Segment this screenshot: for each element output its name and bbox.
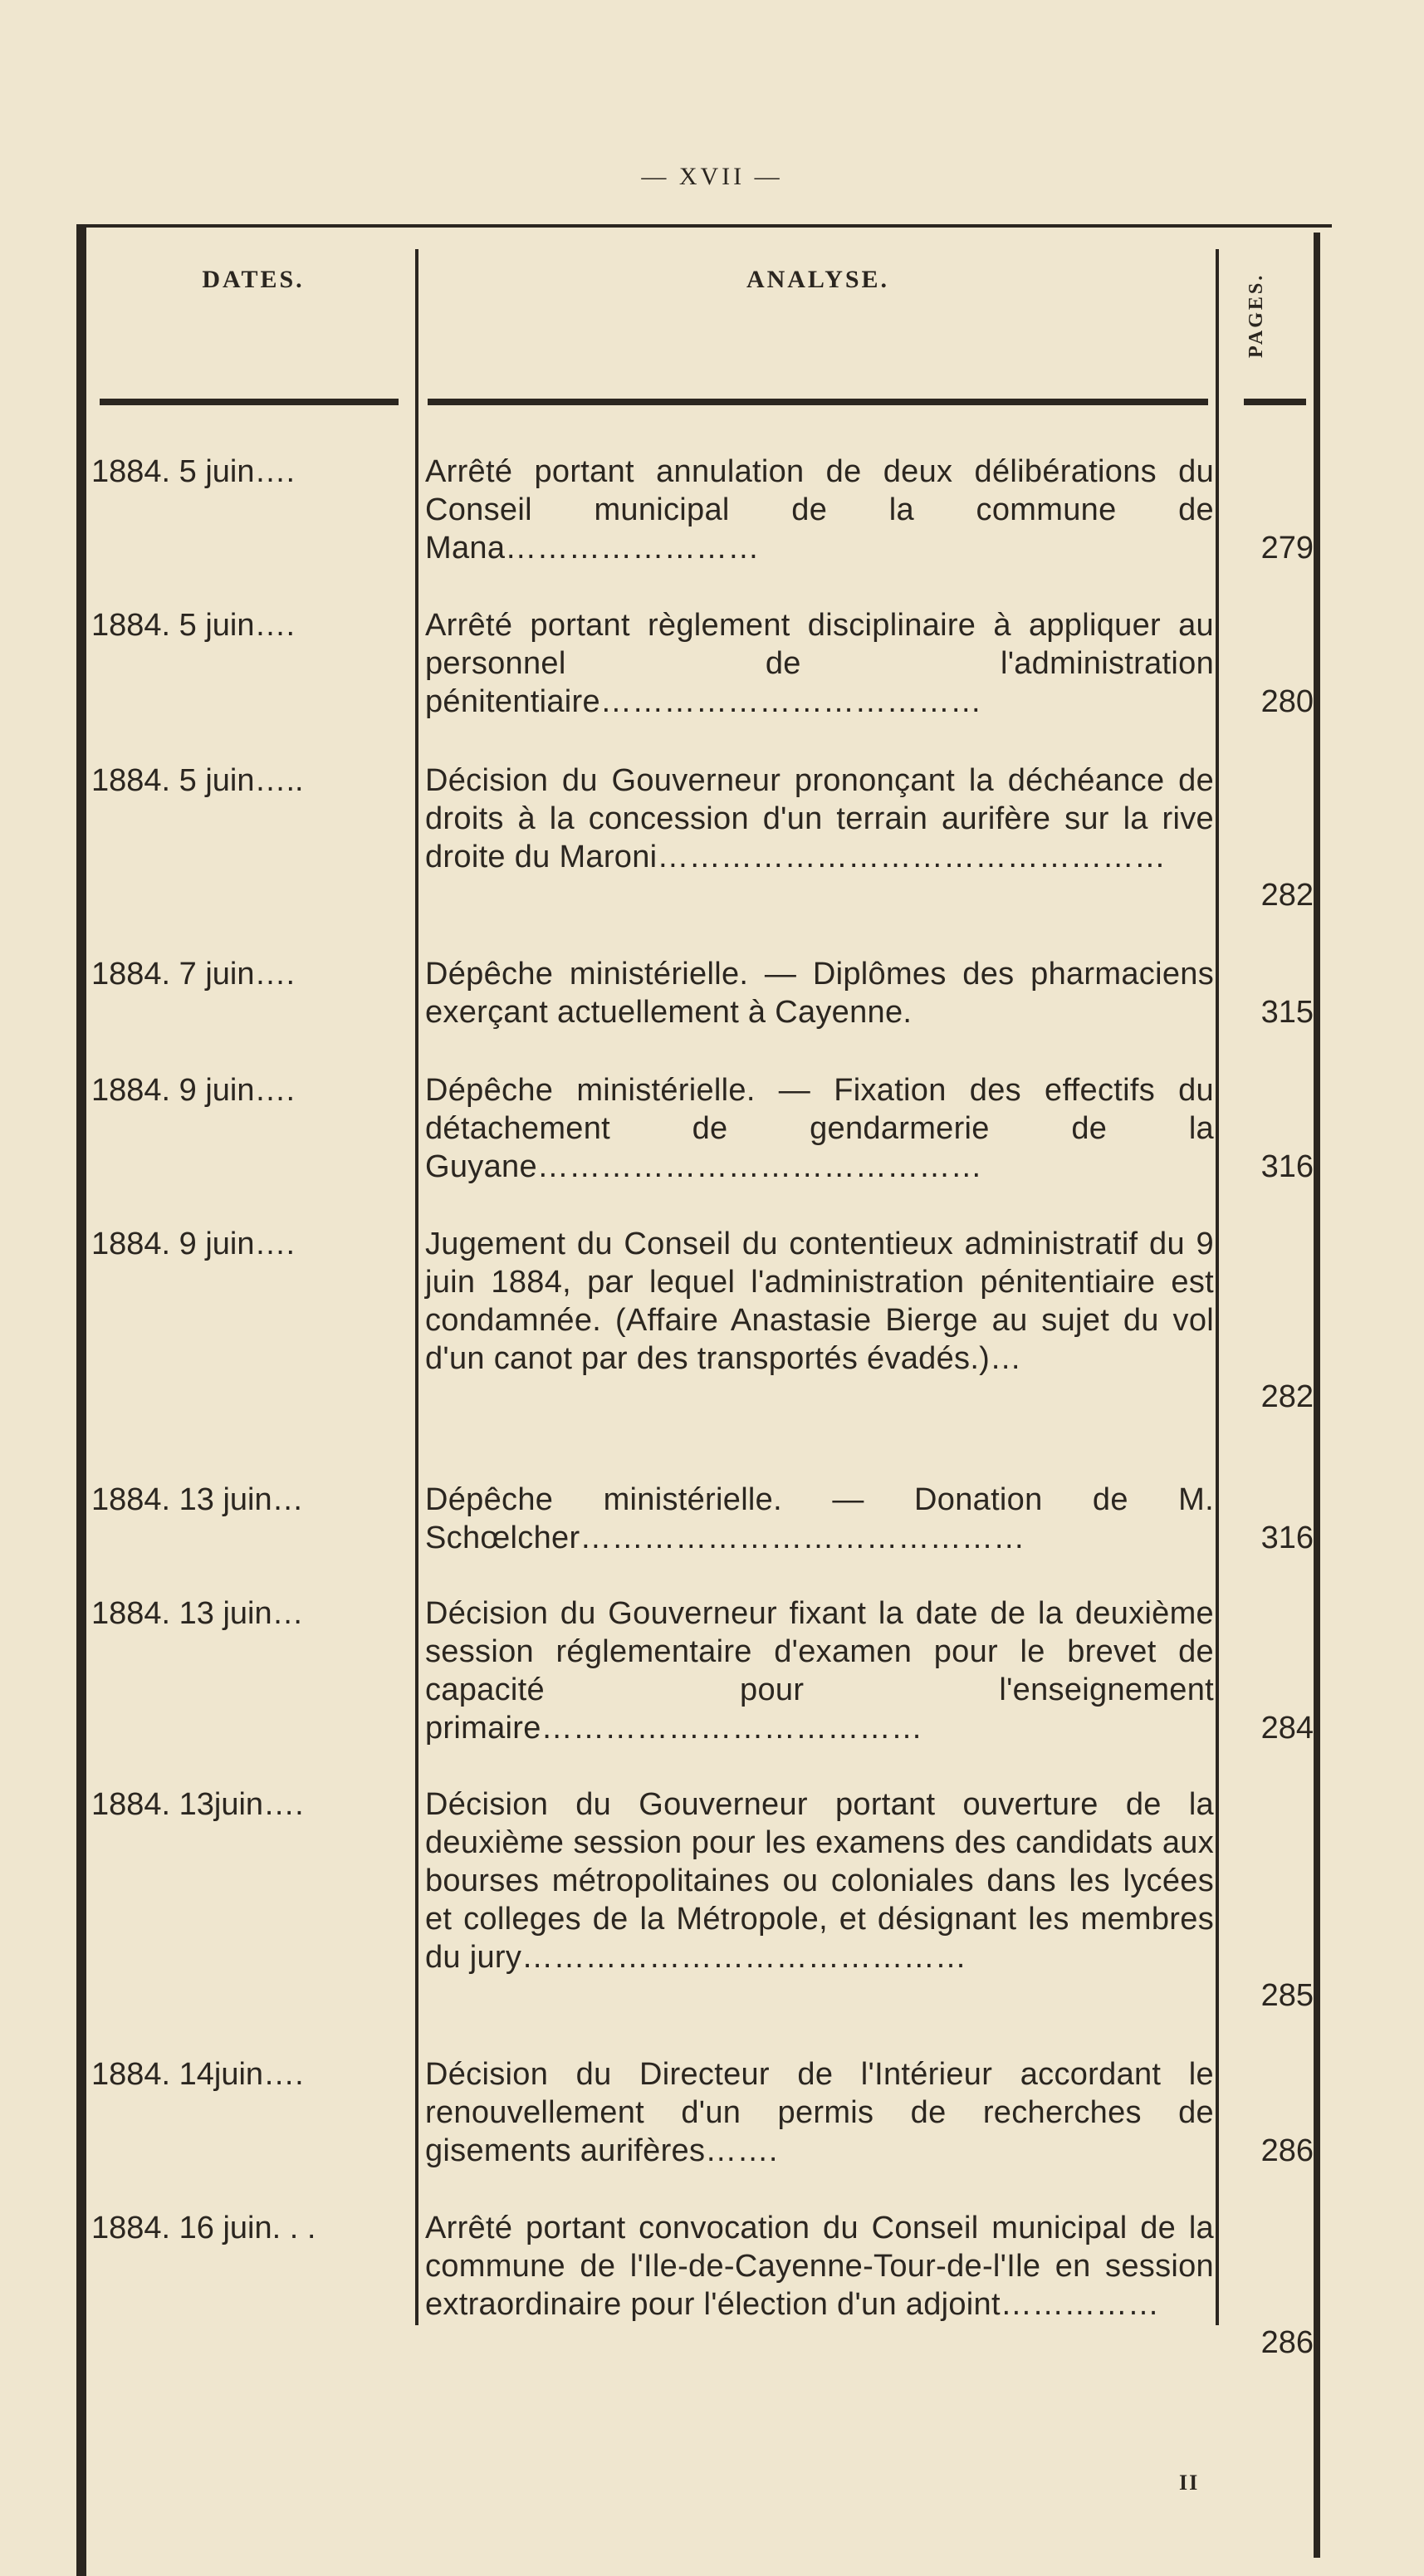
header-underline-dates [100,399,399,405]
entry-analysis: Arrêté portant convocation du Conseil municipal de la commune de l'Ile-de-Cayenne-Tour-de-l'Ile en session extraordinaire pour l'élection d'un adjoint…………… [425,2211,1214,2322]
entry-date: 1884. 5 juin…. [91,608,296,643]
page-number: — XVII — [641,163,783,190]
entry-date: 1884. 5 juin…. [91,454,296,489]
entry-date: 1884. 13 juin… [91,1482,304,1517]
entry-page: 316 [1260,1521,1314,1555]
entry-date: 1884. 13juin…. [91,1787,304,1822]
entry-page: 280 [1260,684,1314,719]
signature-mark: II [1179,2471,1200,2495]
entry-page: 282 [1260,1379,1314,1414]
entry-analysis: Décision du Directeur de l'Intérieur accordant le renouvellement d'un permis de recherches de gisements aurifères……. [425,2057,1214,2168]
entry-date: 1884. 9 juin…. [91,1227,296,1261]
column-rule-dates [415,249,418,2325]
entry-date: 1884. 5 juin….. [91,763,304,798]
entry-date: 1884. 14juin…. [91,2057,304,2092]
entry-analysis: Décision du Gouverneur portant ouverture de la deuxième session pour les examens des candidats aux bourses métropolitaines ou coloniales dans les lycées et colleges de la Métropole, et désignant les membres du jury…………………………………… [425,1787,1214,1975]
entry-analysis: Arrêté portant annulation de deux délibérations du Conseil municipal de la commune de Mana…………………… [425,454,1214,566]
entry-date: 1884. 16 juin. . . [91,2211,316,2245]
entry-analysis: Décision du Gouverneur prononçant la déchéance de droits à la concession d'un terrain aurifère sur la rive droite du Maroni………………………………………… [425,763,1214,874]
entry-analysis: Dépêche ministérielle. — Fixation des effectifs du détachement de gendarmerie de la Guyane…………………………………… [425,1073,1214,1184]
entry-page: 286 [1260,2325,1314,2360]
entry-date: 1884. 9 juin…. [91,1073,296,1108]
header-underline-pages [1244,399,1306,405]
table-frame-right-rule [1314,233,1320,2558]
entry-date: 1884. 13 juin… [91,1596,304,1631]
entry-analysis: Jugement du Conseil du contentieux administratif du 9 juin 1884, par lequel l'administration pénitentiaire est condamnée. (Affaire Anastasie Bierge au sujet du vol d'un canot par des transportés évadés.)… [425,1227,1214,1376]
entry-page: 315 [1260,995,1314,1030]
entry-date: 1884. 7 juin…. [91,957,296,992]
entry-page: 282 [1260,878,1314,913]
entry-analysis: Arrêté portant règlement disciplinaire à appliquer au personnel de l'administration pénitentiaire……………………………… [425,608,1214,719]
entry-analysis: Dépêche ministérielle. — Donation de M. Schœlcher…………………………………… [425,1482,1214,1555]
header-underline-analyse [428,399,1208,405]
entry-page: 316 [1260,1149,1314,1184]
entry-analysis: Dépêche ministérielle. — Diplômes des pharmaciens exerçant actuellement à Cayenne. [425,957,1214,1030]
entry-page: 286 [1260,2133,1314,2168]
entry-analysis: Décision du Gouverneur fixant la date de la deuxième session réglementaire d'examen pour le brevet de capacité pour l'enseignement primaire……………………………… [425,1596,1214,1746]
column-rule-analyse [1216,249,1219,2325]
header-analyse: ANALYSE. [746,266,890,293]
entry-page: 279 [1260,531,1314,566]
header-pages: PAGES. [1245,272,1267,359]
entry-page: 284 [1260,1711,1314,1746]
entry-page: 285 [1260,1978,1314,2013]
header-dates: DATES. [202,266,305,293]
